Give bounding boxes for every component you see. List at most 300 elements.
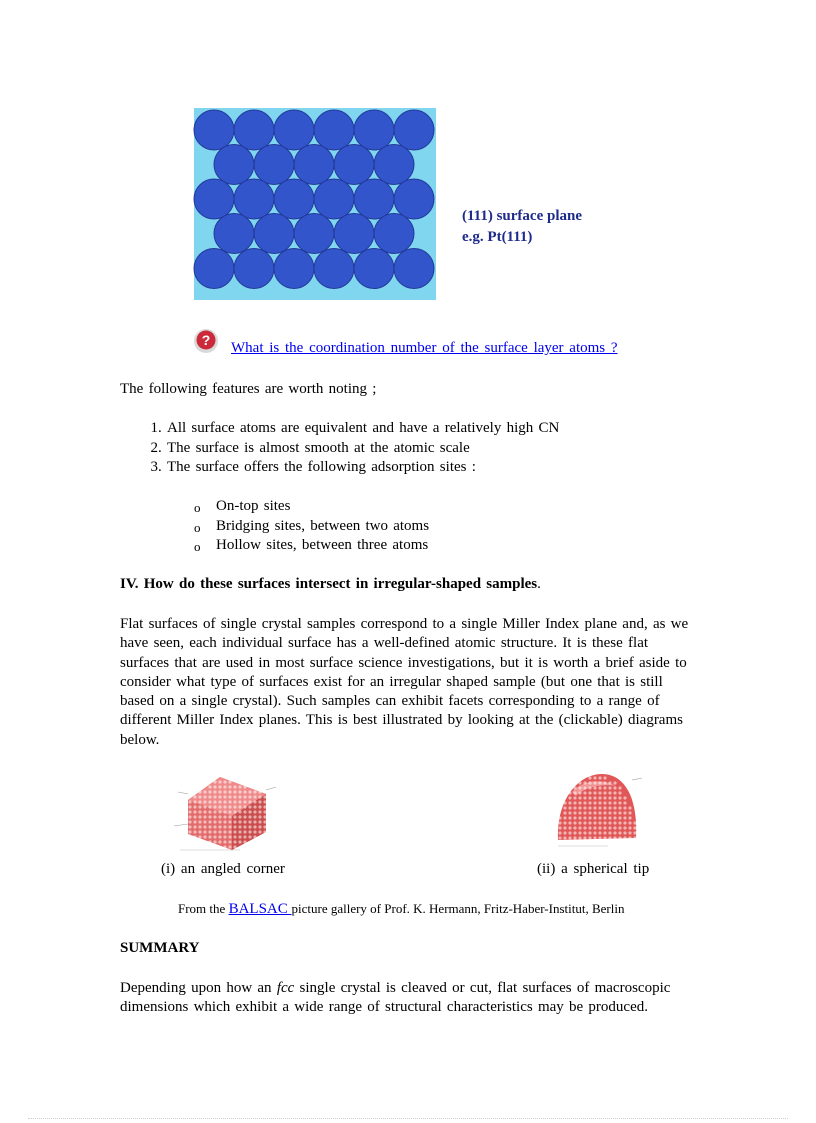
atom-dot (238, 795, 241, 798)
atom-dot (228, 795, 231, 798)
atom-dot (208, 790, 211, 793)
atom-dot (618, 811, 621, 814)
atom-dot (233, 815, 236, 818)
atom-dot (208, 840, 211, 843)
surface-atom (374, 145, 414, 185)
atom-dot (568, 821, 571, 824)
atom-dot (223, 785, 226, 788)
atom-dot (203, 835, 206, 838)
atom-dot (608, 826, 611, 829)
atom-dot (253, 810, 256, 813)
atom-dot (263, 820, 266, 823)
question-mark-icon[interactable] (193, 328, 219, 354)
surface-atom (294, 145, 334, 185)
atom-dot (238, 820, 241, 823)
atom-dot (633, 826, 636, 829)
atom-dot (583, 786, 586, 789)
atom-dot (583, 831, 586, 834)
atom-dot (608, 801, 611, 804)
atom-dot (618, 806, 621, 809)
atom-dot (588, 836, 591, 839)
atom-dot (188, 810, 191, 813)
atom-dot (263, 795, 266, 798)
atom-dot (583, 826, 586, 829)
atom-dot (188, 800, 191, 803)
atom-dot (598, 776, 601, 779)
atom-dot (613, 801, 616, 804)
atom-dot (603, 791, 606, 794)
atom-dot (238, 785, 241, 788)
atom-dot (573, 821, 576, 824)
atom-dot (223, 790, 226, 793)
surface-atom (354, 249, 394, 289)
surface-atom (314, 179, 354, 219)
atom-dot (563, 811, 566, 814)
atom-dot (243, 830, 246, 833)
atom-dot (593, 836, 596, 839)
atom-dot (248, 810, 251, 813)
atom-dot (558, 816, 561, 819)
atom-dot (593, 806, 596, 809)
atom-dot (203, 810, 206, 813)
atom-dot (588, 816, 591, 819)
credit-suffix: picture gallery of Prof. K. Hermann, Fritz-Haber-Institut, Berlin (291, 901, 625, 916)
thumbnail-caption: (ii) a spherical tip (537, 861, 650, 877)
atom-dot (213, 780, 216, 783)
atom-dot (243, 795, 246, 798)
atom-dot (608, 786, 611, 789)
atom-dot (253, 835, 256, 838)
atom-dot (248, 820, 251, 823)
atom-dot (203, 790, 206, 793)
summary-text-before: Depending upon how an (120, 980, 277, 996)
section-iv-heading: IV. How do these surfaces intersect in irregular-shaped samples (120, 576, 538, 592)
atom-dot (218, 805, 221, 808)
atom-dot (598, 781, 601, 784)
atom-dot (613, 821, 616, 824)
atom-dot (258, 825, 261, 828)
atom-dot (613, 781, 616, 784)
atom-dot (603, 811, 606, 814)
atom-dot (603, 776, 606, 779)
atom-dot (603, 831, 606, 834)
atom-dot (563, 826, 566, 829)
atom-dot (203, 800, 206, 803)
atom-dot (568, 796, 571, 799)
atom-dot (613, 836, 616, 839)
atom-dot (588, 811, 591, 814)
atom-dot (598, 831, 601, 834)
atom-dot (193, 825, 196, 828)
atom-dot (233, 840, 236, 843)
atom-dot (188, 825, 191, 828)
atom-dot (578, 811, 581, 814)
atom-dot (263, 815, 266, 818)
atom-dot (598, 826, 601, 829)
atom-dot (203, 795, 206, 798)
atom-dot (613, 831, 616, 834)
atom-dot (583, 796, 586, 799)
surface-atom (194, 249, 234, 289)
features-intro: The following features are worth noting ; (120, 381, 377, 397)
angled-corner-image[interactable] (170, 772, 280, 854)
atom-dot (603, 821, 606, 824)
atom-dot (598, 801, 601, 804)
fcc111-surface-figure (190, 104, 440, 304)
atom-dot (208, 785, 211, 788)
atom-dot (628, 811, 631, 814)
atom-dot (213, 810, 216, 813)
atom-dot (218, 840, 221, 843)
atom-dot (238, 790, 241, 793)
atom-dot (583, 836, 586, 839)
atom-dot (193, 835, 196, 838)
atom-dot (593, 776, 596, 779)
atom-dot (258, 830, 261, 833)
atom-dot (228, 815, 231, 818)
surface-atom (254, 145, 294, 185)
atom-dot (558, 836, 561, 839)
atom-dot (608, 791, 611, 794)
atom-dot (623, 831, 626, 834)
atom-dot (223, 845, 226, 848)
atom-dot (578, 781, 581, 784)
atom-dot (593, 816, 596, 819)
atom-dot (223, 840, 226, 843)
atom-dot (588, 806, 591, 809)
atom-dot (193, 810, 196, 813)
atom-dot (573, 836, 576, 839)
surface-atom (234, 179, 274, 219)
atom-dot (623, 796, 626, 799)
atom-dot (198, 830, 201, 833)
atom-dot (578, 796, 581, 799)
atom-dot (228, 800, 231, 803)
atom-dot (223, 815, 226, 818)
atom-dot (608, 821, 611, 824)
atom-dot (623, 806, 626, 809)
atom-dot (198, 800, 201, 803)
atom-dot (623, 821, 626, 824)
atom-dot (593, 796, 596, 799)
atom-dot (598, 796, 601, 799)
atom-dot (233, 785, 236, 788)
atom-dot (233, 805, 236, 808)
atom-dot (258, 820, 261, 823)
atom-dot (603, 786, 606, 789)
atom-dot (563, 836, 566, 839)
surface-atom (274, 110, 314, 150)
atom-dot (213, 800, 216, 803)
atom-dot (258, 800, 261, 803)
atom-dot (223, 800, 226, 803)
atom-dot (593, 811, 596, 814)
atom-dot (633, 836, 636, 839)
site-item: o On-top sites (216, 497, 429, 517)
features-list (130, 419, 559, 478)
caption-line-1: (111) surface plane (462, 208, 582, 224)
atom-dot (213, 815, 216, 818)
atom-dot (253, 820, 256, 823)
atom-dot (588, 826, 591, 829)
atom-dot (618, 821, 621, 824)
atom-dot (258, 795, 261, 798)
atom-dot (208, 795, 211, 798)
atom-dot (563, 801, 566, 804)
atom-dot (628, 816, 631, 819)
atom-dot (193, 830, 196, 833)
atom-dot (608, 806, 611, 809)
surface-atom (234, 249, 274, 289)
atom-dot (223, 825, 226, 828)
atom-dot (213, 840, 216, 843)
atom-dot (628, 821, 631, 824)
atom-dot (243, 835, 246, 838)
atom-dot (618, 801, 621, 804)
atom-dot (573, 831, 576, 834)
atom-dot (593, 781, 596, 784)
atom-dot (208, 825, 211, 828)
atom-dot (188, 815, 191, 818)
atom-dot (193, 805, 196, 808)
atom-dot (603, 806, 606, 809)
atom-dot (618, 816, 621, 819)
atom-dot (568, 831, 571, 834)
atom-dot (608, 796, 611, 799)
atom-dot (613, 806, 616, 809)
surface-atom (234, 110, 274, 150)
atom-dot (233, 800, 236, 803)
atom-dot (233, 845, 236, 848)
atom-dot (608, 781, 611, 784)
atom-dot (198, 810, 201, 813)
atom-dot (198, 825, 201, 828)
atom-dot (593, 831, 596, 834)
atom-dot (573, 816, 576, 819)
atom-dot (228, 845, 231, 848)
atom-dot (573, 796, 576, 799)
feature-item: 3. The surface offers the following adsorption sites : (167, 458, 559, 478)
atom-dot (208, 835, 211, 838)
atom-dot (573, 786, 576, 789)
atom-dot (193, 795, 196, 798)
atom-dot (218, 815, 221, 818)
atom-dot (203, 825, 206, 828)
atom-dot (593, 826, 596, 829)
atom-dot (223, 810, 226, 813)
atom-dot (203, 820, 206, 823)
atom-dot (243, 805, 246, 808)
atom-dot (263, 805, 266, 808)
atom-dot (258, 810, 261, 813)
atom-dot (253, 790, 256, 793)
atom-dot (233, 830, 236, 833)
atom-dot (218, 795, 221, 798)
atom-dot (578, 786, 581, 789)
credit-prefix: From the (178, 901, 229, 916)
atom-dot (558, 831, 561, 834)
atom-dot (593, 801, 596, 804)
caption-line-2: e.g. Pt(111) (462, 229, 533, 245)
atom-dot (583, 781, 586, 784)
atom-dot (223, 830, 226, 833)
atom-dot (213, 785, 216, 788)
atom-dot (588, 791, 591, 794)
atom-dot (588, 831, 591, 834)
atom-dot (203, 805, 206, 808)
summary-fcc: fcc (276, 980, 295, 996)
atom-dot (263, 800, 266, 803)
atom-dot (213, 790, 216, 793)
atom-dot (563, 821, 566, 824)
feature-item: 2. The surface is almost smooth at the atomic scale (167, 439, 559, 459)
atom-dot (253, 800, 256, 803)
atom-dot (223, 805, 226, 808)
atom-dot (213, 825, 216, 828)
atom-dot (238, 825, 241, 828)
atom-dot (218, 825, 221, 828)
atom-dot (583, 821, 586, 824)
surface-atom (294, 214, 334, 254)
atom-dot (578, 836, 581, 839)
atom-dot (228, 820, 231, 823)
adsorption-sites-list (192, 497, 429, 556)
atom-dot (588, 781, 591, 784)
atom-dot (603, 796, 606, 799)
atom-dot (228, 790, 231, 793)
atom-dot (223, 820, 226, 823)
atom-dot (218, 780, 221, 783)
atom-dot (238, 815, 241, 818)
atom-dot (198, 795, 201, 798)
atom-dot (258, 805, 261, 808)
atom-dot (218, 790, 221, 793)
atom-dot (198, 790, 201, 793)
atom-dot (588, 796, 591, 799)
atom-dot (263, 810, 266, 813)
atom-dot (603, 816, 606, 819)
balsac-link[interactable]: BALSAC (228, 901, 292, 917)
atom-dot (568, 816, 571, 819)
atom-dot (213, 805, 216, 808)
atom-dot (203, 830, 206, 833)
atom-dot (598, 836, 601, 839)
atom-dot (253, 815, 256, 818)
atom-dot (613, 791, 616, 794)
atom-dot (233, 835, 236, 838)
atom-dot (573, 806, 576, 809)
atom-dot (243, 840, 246, 843)
atom-dot (608, 816, 611, 819)
atom-dot (238, 800, 241, 803)
atom-dot (618, 796, 621, 799)
thumbnail-caption: (i) an angled corner (161, 861, 285, 877)
image-credit (178, 901, 624, 918)
atom-dot (578, 821, 581, 824)
atom-dot (218, 810, 221, 813)
atom-dot (263, 825, 266, 828)
atom-dot (228, 835, 231, 838)
atom-dot (248, 790, 251, 793)
atom-dot (613, 826, 616, 829)
atom-dot (253, 805, 256, 808)
svg-text:?: ? (201, 332, 211, 348)
atom-dot (618, 831, 621, 834)
atom-dot (628, 826, 631, 829)
atom-dot (623, 836, 626, 839)
atom-dot (228, 810, 231, 813)
summary-text-after: single crystal is cleaved or cut, flat surfaces of macroscopic dimensions which exhibit a wide range of structural characteristics may be produced. (120, 980, 671, 1016)
atom-dot (573, 801, 576, 804)
coordination-number-question-link[interactable]: What is the coordination number of the surface layer atoms ? (231, 340, 618, 356)
atom-dot (243, 825, 246, 828)
atom-dot (603, 801, 606, 804)
atom-dot (208, 815, 211, 818)
atom-dot (588, 786, 591, 789)
atom-dot (223, 835, 226, 838)
atom-dot (598, 806, 601, 809)
spherical-tip-image[interactable] (552, 770, 648, 850)
atom-dot (218, 785, 221, 788)
atom-dot (633, 831, 636, 834)
atom-dot (208, 810, 211, 813)
atom-dot (228, 780, 231, 783)
atom-dot (573, 791, 576, 794)
atom-dot (623, 801, 626, 804)
atom-dot (608, 836, 611, 839)
atom-dot (213, 795, 216, 798)
atom-dot (598, 821, 601, 824)
surface-atom (334, 214, 374, 254)
atom-dot (213, 830, 216, 833)
atom-dot (583, 806, 586, 809)
atom-dot (583, 791, 586, 794)
atom-dot (613, 811, 616, 814)
surface-atom (214, 214, 254, 254)
atom-dot (578, 806, 581, 809)
surface-atom (394, 179, 434, 219)
atom-dot (568, 826, 571, 829)
atom-dot (248, 815, 251, 818)
atom-dot (568, 836, 571, 839)
atom-dot (578, 816, 581, 819)
atom-dot (623, 811, 626, 814)
atom-dot (613, 786, 616, 789)
atom-dot (253, 825, 256, 828)
atom-dot (258, 790, 261, 793)
atom-dot (598, 816, 601, 819)
atom-dot (598, 811, 601, 814)
atom-dot (228, 830, 231, 833)
site-item: o Hollow sites, between three atoms (216, 536, 429, 556)
atom-dot (193, 815, 196, 818)
atom-dot (228, 785, 231, 788)
surface-atom (394, 249, 434, 289)
section-iv-heading-line (120, 575, 692, 594)
atom-dot (603, 781, 606, 784)
atom-dot (563, 816, 566, 819)
atom-dot (198, 835, 201, 838)
atom-dot (618, 791, 621, 794)
surface-atom (374, 214, 414, 254)
surface-atom (314, 249, 354, 289)
atom-dot (188, 805, 191, 808)
atom-dot (233, 825, 236, 828)
surface-atom (334, 145, 374, 185)
atom-dot (568, 811, 571, 814)
atom-dot (563, 806, 566, 809)
atom-dot (193, 800, 196, 803)
